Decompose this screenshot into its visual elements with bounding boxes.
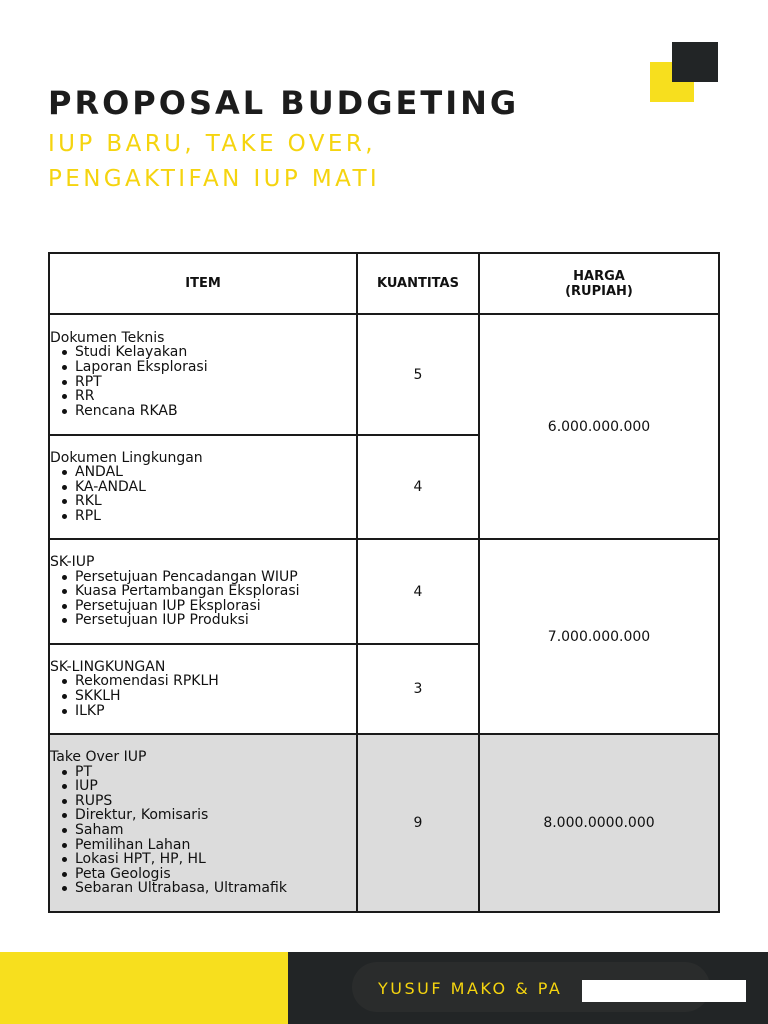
quantity-cell: 4 [357, 435, 479, 539]
list-item: PT [60, 765, 356, 780]
header-price: HARGA (RUPIAH) [479, 253, 719, 314]
decorative-black-square [672, 42, 718, 82]
list-item: SKKLH [60, 689, 356, 704]
page-title: PROPOSAL BUDGETING [48, 84, 520, 122]
list-item: Direktur, Komisaris [60, 808, 356, 823]
list-item: Laporan Eksplorasi [60, 360, 356, 375]
item-cell [49, 734, 357, 912]
list-item: IUP [60, 779, 356, 794]
list-item: Saham [60, 823, 356, 838]
subtitle-line-2: PENGAKTIFAN IUP MATI [48, 166, 381, 192]
item-title: SK-IUP [50, 554, 95, 571]
list-item: RPL [60, 509, 356, 524]
item-title: Take Over IUP [50, 749, 147, 766]
item-list [50, 465, 356, 523]
item-title: SK-LINGKUNGAN [50, 658, 166, 675]
item-title: Dokumen Teknis [50, 329, 165, 346]
list-item: Persetujuan IUP Produksi [60, 613, 356, 628]
price-cell: 7.000.000.000 [479, 539, 719, 734]
list-item: Rencana RKAB [60, 404, 356, 419]
list-item: Sebaran Ultrabasa, Ultramafik [60, 881, 356, 896]
budget-table [48, 252, 720, 913]
list-item: Kuasa Pertambangan Eksplorasi [60, 584, 356, 599]
list-item: RKL [60, 494, 356, 509]
item-cell [49, 314, 357, 435]
item-title: Dokumen Lingkungan [50, 449, 203, 466]
list-item: KA-ANDAL [60, 480, 356, 495]
quantity-cell: 5 [357, 314, 479, 435]
header-quantity: KUANTITAS [357, 253, 479, 314]
table-row [49, 314, 719, 435]
item-list [50, 345, 356, 418]
table-header-row [49, 253, 719, 314]
footer-yellow-band [0, 952, 288, 1024]
list-item: ANDAL [60, 465, 356, 480]
footer-author: YUSUF MAKO & PA [378, 979, 563, 998]
subtitle-line-1: IUP BARU, TAKE OVER, [48, 131, 376, 157]
table-row [49, 734, 719, 912]
list-item: Peta Geologis [60, 867, 356, 882]
list-item: RPT [60, 375, 356, 390]
header-item: ITEM [49, 253, 357, 314]
list-item: Studi Kelayakan [60, 345, 356, 360]
price-cell: 8.000.0000.000 [479, 734, 719, 912]
quantity-cell: 9 [357, 734, 479, 912]
list-item: RR [60, 389, 356, 404]
item-cell [49, 539, 357, 644]
list-item: ILKP [60, 704, 356, 719]
list-item: Persetujuan IUP Eksplorasi [60, 599, 356, 614]
item-cell [49, 644, 357, 734]
list-item: Persetujuan Pencadangan WIUP [60, 570, 356, 585]
table-row [49, 539, 719, 644]
list-item: Pemilihan Lahan [60, 838, 356, 853]
price-cell: 6.000.000.000 [479, 314, 719, 539]
item-list [50, 570, 356, 628]
redaction-box [582, 980, 746, 1002]
quantity-cell: 3 [357, 644, 479, 734]
item-cell [49, 435, 357, 539]
quantity-cell: 4 [357, 539, 479, 644]
list-item: RUPS [60, 794, 356, 809]
item-list [50, 674, 356, 718]
item-list [50, 765, 356, 896]
list-item: Rekomendasi RPKLH [60, 674, 356, 689]
list-item: Lokasi HPT, HP, HL [60, 852, 356, 867]
